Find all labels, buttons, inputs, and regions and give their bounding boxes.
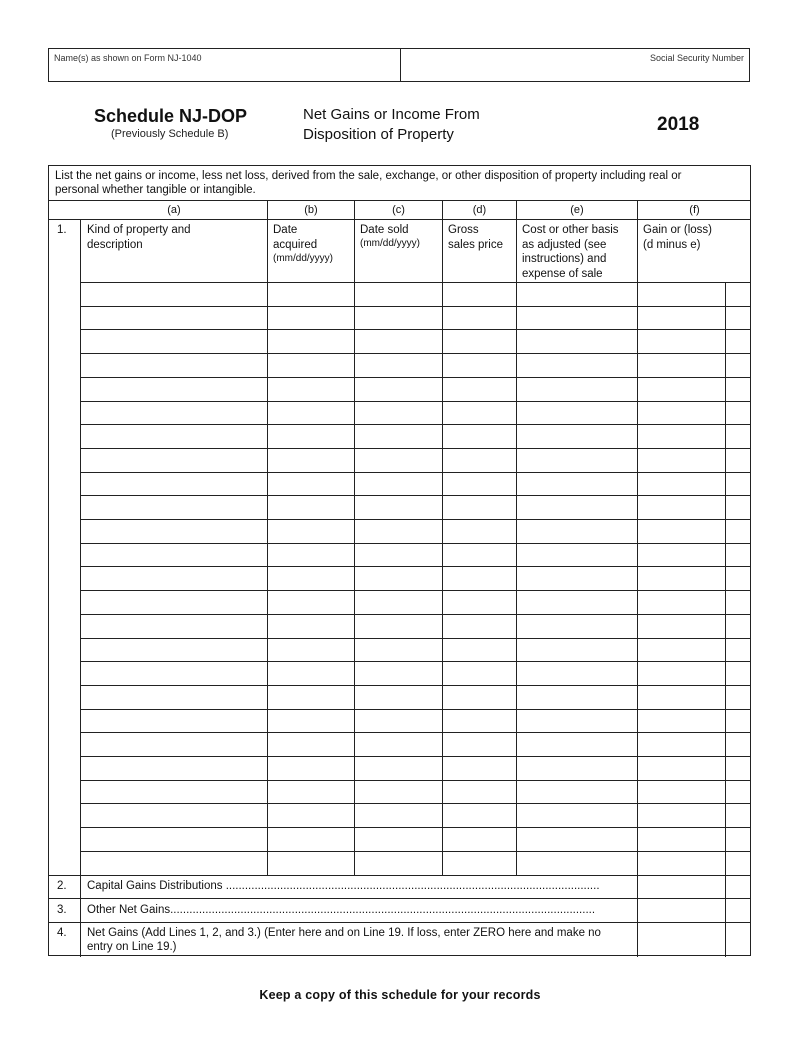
date-acquired-cell[interactable] — [268, 852, 353, 874]
kind-cell[interactable] — [82, 283, 266, 305]
kind-cell[interactable] — [82, 828, 266, 850]
column-a-letter: (a) — [167, 204, 181, 216]
date-sold-cell[interactable] — [355, 733, 441, 755]
cost-basis-cell[interactable] — [517, 449, 636, 471]
cost-basis-cell[interactable] — [517, 354, 636, 376]
gross-sales-cell[interactable] — [443, 307, 515, 329]
cost-basis-cell[interactable] — [517, 520, 636, 542]
date-acquired-cell[interactable] — [268, 330, 353, 352]
kind-cell[interactable] — [82, 449, 266, 471]
gain-loss-cell[interactable] — [638, 733, 724, 755]
column-f-letter: (f) — [689, 204, 700, 216]
date-sold-cell[interactable] — [355, 615, 441, 637]
date-sold-cell[interactable] — [355, 710, 441, 732]
kind-cell[interactable] — [82, 710, 266, 732]
kind-cell[interactable] — [82, 307, 266, 329]
gain-loss-cell[interactable] — [638, 828, 724, 850]
date-acquired-cell[interactable] — [268, 567, 353, 589]
date-sold-cell[interactable] — [355, 804, 441, 826]
subtitle-line2: Disposition of Property — [303, 126, 454, 143]
column-e-letter: (e) — [570, 204, 584, 216]
gross-sales-cell[interactable] — [443, 662, 515, 684]
kind-cell[interactable] — [82, 473, 266, 495]
date-acquired-cell[interactable] — [268, 757, 353, 779]
gain-loss-cell[interactable] — [638, 615, 724, 637]
kind-cell[interactable] — [82, 354, 266, 376]
col-b-header-2: acquired — [273, 239, 318, 251]
gain-loss-cell[interactable] — [638, 639, 724, 661]
gain-loss-cell[interactable] — [638, 473, 724, 495]
cost-basis-cell[interactable] — [517, 496, 636, 518]
col-c-header-2: (mm/dd/yyyy) — [360, 238, 420, 249]
cost-basis-cell[interactable] — [517, 473, 636, 495]
date-acquired-cell[interactable] — [268, 496, 353, 518]
col-e-header-4: expense of sale — [522, 268, 603, 280]
cost-basis-cell[interactable] — [517, 283, 636, 305]
date-acquired-cell[interactable] — [268, 591, 353, 613]
cost-basis-cell[interactable] — [517, 567, 636, 589]
date-sold-cell[interactable] — [355, 354, 441, 376]
gross-sales-cell[interactable] — [443, 449, 515, 471]
date-acquired-cell[interactable] — [268, 449, 353, 471]
cost-basis-cell[interactable] — [517, 662, 636, 684]
subtitle-line1: Net Gains or Income From — [303, 106, 480, 123]
kind-cell[interactable] — [82, 402, 266, 424]
cost-basis-cell[interactable] — [517, 425, 636, 447]
cost-basis-cell[interactable] — [517, 402, 636, 424]
kind-cell[interactable] — [82, 804, 266, 826]
line3-amount-field[interactable] — [639, 900, 725, 922]
gross-sales-cell[interactable] — [443, 520, 515, 542]
date-sold-cell[interactable] — [355, 662, 441, 684]
date-sold-cell[interactable] — [355, 781, 441, 803]
cost-basis-cell[interactable] — [517, 615, 636, 637]
col-b-header-1: Date — [273, 224, 298, 236]
column-b-letter: (b) — [304, 204, 318, 216]
gross-sales-cell[interactable] — [443, 544, 515, 566]
kind-cell[interactable] — [82, 591, 266, 613]
cost-basis-cell[interactable] — [517, 378, 636, 400]
line3-label: Other Net Gains..................................................................................................................................... — [87, 904, 596, 916]
cost-basis-cell[interactable] — [517, 828, 636, 850]
gain-loss-cell[interactable] — [638, 710, 724, 732]
gain-loss-cell[interactable] — [638, 781, 724, 803]
col-d-header-2: sales price — [448, 239, 503, 251]
date-acquired-cell[interactable] — [268, 710, 353, 732]
entry-rows-bottom — [49, 875, 750, 876]
col-d-header-1: Gross — [448, 224, 479, 236]
line4-number: 4. — [57, 927, 67, 939]
line4-label-2: entry on Line 19.) — [87, 941, 177, 953]
kind-cell[interactable] — [82, 425, 266, 447]
line3-bottom — [49, 922, 750, 923]
date-acquired-cell[interactable] — [268, 425, 353, 447]
footer-note: Keep a copy of this schedule for your records — [259, 988, 541, 1002]
kind-cell[interactable] — [82, 662, 266, 684]
date-sold-cell[interactable] — [355, 283, 441, 305]
col-e-header-3: instructions) and — [522, 253, 607, 265]
gross-sales-cell[interactable] — [443, 828, 515, 850]
previously-note: (Previously Schedule B) — [111, 128, 229, 140]
gross-sales-cell[interactable] — [443, 804, 515, 826]
ssn-label: Social Security Number — [649, 53, 744, 63]
line2-amount-field[interactable] — [639, 876, 725, 898]
date-sold-cell[interactable] — [355, 378, 441, 400]
date-acquired-cell[interactable] — [268, 520, 353, 542]
date-acquired-cell[interactable] — [268, 781, 353, 803]
cost-basis-cell[interactable] — [517, 591, 636, 613]
gain-loss-cell[interactable] — [638, 354, 724, 376]
line2-label: Capital Gains Distributions ..................................................................................................................... — [87, 880, 600, 892]
kind-cell[interactable] — [82, 378, 266, 400]
kind-cell[interactable] — [82, 567, 266, 589]
gross-sales-cell[interactable] — [443, 757, 515, 779]
gross-sales-cell[interactable] — [443, 686, 515, 708]
col-b-header-3: (mm/dd/yyyy) — [273, 253, 333, 264]
date-acquired-cell[interactable] — [268, 473, 353, 495]
date-sold-cell[interactable] — [355, 686, 441, 708]
instructions-divider — [49, 200, 750, 201]
date-sold-cell[interactable] — [355, 591, 441, 613]
col-a-header-2: description — [87, 239, 143, 251]
cost-basis-cell[interactable] — [517, 686, 636, 708]
gross-sales-cell[interactable] — [443, 496, 515, 518]
gain-loss-cell[interactable] — [638, 330, 724, 352]
line3-number: 3. — [57, 904, 67, 916]
date-sold-cell[interactable] — [355, 425, 441, 447]
date-sold-cell[interactable] — [355, 828, 441, 850]
line4-label-1: Net Gains (Add Lines 1, 2, and 3.) (Enter here and on Line 19. If loss, enter ZERO here and make no — [87, 927, 601, 939]
gain-loss-cell[interactable] — [638, 520, 724, 542]
cost-basis-cell[interactable] — [517, 852, 636, 874]
gross-sales-cell[interactable] — [443, 639, 515, 661]
cost-basis-cell[interactable] — [517, 710, 636, 732]
date-sold-cell[interactable] — [355, 567, 441, 589]
date-acquired-cell[interactable] — [268, 733, 353, 755]
kind-cell[interactable] — [82, 520, 266, 542]
line2-number: 2. — [57, 880, 67, 892]
date-sold-cell[interactable] — [355, 520, 441, 542]
gain-loss-cell[interactable] — [638, 425, 724, 447]
col-a-header-1: Kind of property and — [87, 224, 191, 236]
line2-bottom — [49, 898, 750, 899]
gross-sales-cell[interactable] — [443, 615, 515, 637]
kind-cell[interactable] — [82, 330, 266, 352]
date-sold-cell[interactable] — [355, 473, 441, 495]
tax-year: 2018 — [657, 114, 700, 135]
gain-loss-cell[interactable] — [638, 283, 724, 305]
gain-loss-cell[interactable] — [638, 757, 724, 779]
gain-loss-cell[interactable] — [638, 544, 724, 566]
col-c-header-1: Date sold — [360, 224, 409, 236]
line4-amount-field[interactable] — [639, 924, 725, 954]
ssn-field[interactable] — [405, 65, 745, 80]
kind-cell[interactable] — [82, 781, 266, 803]
date-acquired-cell[interactable] — [268, 283, 353, 305]
cost-basis-cell[interactable] — [517, 307, 636, 329]
date-sold-cell[interactable] — [355, 307, 441, 329]
gain-loss-cell[interactable] — [638, 567, 724, 589]
date-acquired-cell[interactable] — [268, 615, 353, 637]
date-sold-cell[interactable] — [355, 852, 441, 874]
date-sold-cell[interactable] — [355, 544, 441, 566]
gain-loss-cell[interactable] — [638, 378, 724, 400]
kind-cell[interactable] — [82, 686, 266, 708]
gain-loss-cell[interactable] — [638, 804, 724, 826]
gross-sales-cell[interactable] — [443, 330, 515, 352]
cents-divider — [725, 282, 726, 957]
schedule-title: Schedule NJ-DOP — [94, 106, 248, 126]
kind-cell[interactable] — [82, 496, 266, 518]
name-field[interactable] — [53, 65, 393, 80]
date-sold-cell[interactable] — [355, 330, 441, 352]
kind-cell[interactable] — [82, 544, 266, 566]
instructions-line2: personal whether tangible or intangible. — [55, 184, 256, 196]
date-acquired-cell[interactable] — [268, 804, 353, 826]
kind-cell[interactable] — [82, 757, 266, 779]
gross-sales-cell[interactable] — [443, 852, 515, 874]
date-sold-cell[interactable] — [355, 402, 441, 424]
date-acquired-cell[interactable] — [268, 307, 353, 329]
column-d-letter: (d) — [472, 204, 487, 216]
gain-loss-cell[interactable] — [638, 852, 724, 874]
date-acquired-cell[interactable] — [268, 354, 353, 376]
schedule-table — [48, 165, 751, 956]
kind-cell[interactable] — [82, 733, 266, 755]
gross-sales-cell[interactable] — [443, 378, 515, 400]
gain-loss-cell[interactable] — [638, 686, 724, 708]
date-sold-cell[interactable] — [355, 449, 441, 471]
line1-number: 1. — [57, 224, 67, 236]
cost-basis-cell[interactable] — [517, 639, 636, 661]
date-acquired-cell[interactable] — [268, 662, 353, 684]
kind-cell[interactable] — [82, 639, 266, 661]
kind-cell[interactable] — [82, 615, 266, 637]
column-letter-divider — [49, 219, 750, 220]
date-acquired-cell[interactable] — [268, 402, 353, 424]
gross-sales-cell[interactable] — [443, 733, 515, 755]
col-f-header-2: (d minus e) — [643, 239, 701, 251]
gain-loss-cell[interactable] — [638, 662, 724, 684]
gross-sales-cell[interactable] — [443, 283, 515, 305]
gross-sales-cell[interactable] — [443, 425, 515, 447]
gain-loss-cell[interactable] — [638, 591, 724, 613]
gain-loss-cell[interactable] — [638, 402, 724, 424]
number-column-divider — [80, 219, 81, 957]
date-sold-cell[interactable] — [355, 757, 441, 779]
date-acquired-cell[interactable] — [268, 544, 353, 566]
cost-basis-cell[interactable] — [517, 757, 636, 779]
gross-sales-cell[interactable] — [443, 781, 515, 803]
gross-sales-cell[interactable] — [443, 591, 515, 613]
instructions-line1: List the net gains or income, less net loss, derived from the sale, exchange, or other disposition of property including real or — [55, 170, 682, 182]
name-label: Name(s) as shown on Form NJ-1040 — [54, 53, 202, 63]
gain-loss-cell[interactable] — [638, 449, 724, 471]
cost-basis-cell[interactable] — [517, 544, 636, 566]
gross-sales-cell[interactable] — [443, 567, 515, 589]
cost-basis-cell[interactable] — [517, 330, 636, 352]
gross-sales-cell[interactable] — [443, 473, 515, 495]
kind-cell[interactable] — [82, 852, 266, 874]
cost-basis-cell[interactable] — [517, 781, 636, 803]
cost-basis-cell[interactable] — [517, 733, 636, 755]
column-c-letter: (c) — [392, 204, 405, 216]
date-acquired-cell[interactable] — [268, 828, 353, 850]
gross-sales-cell[interactable] — [443, 354, 515, 376]
date-acquired-cell[interactable] — [268, 686, 353, 708]
col-e-header-1: Cost or other basis — [522, 224, 619, 236]
date-sold-cell[interactable] — [355, 496, 441, 518]
gross-sales-cell[interactable] — [443, 710, 515, 732]
date-acquired-cell[interactable] — [268, 639, 353, 661]
gain-loss-cell[interactable] — [638, 307, 724, 329]
cost-basis-cell[interactable] — [517, 804, 636, 826]
date-acquired-cell[interactable] — [268, 378, 353, 400]
col-e-header-2: as adjusted (see — [522, 239, 607, 251]
taxpayer-info-box — [48, 48, 750, 82]
info-divider — [400, 49, 401, 81]
gross-sales-cell[interactable] — [443, 402, 515, 424]
date-sold-cell[interactable] — [355, 639, 441, 661]
col-f-header-1: Gain or (loss) — [643, 224, 713, 236]
gain-loss-cell[interactable] — [638, 496, 724, 518]
